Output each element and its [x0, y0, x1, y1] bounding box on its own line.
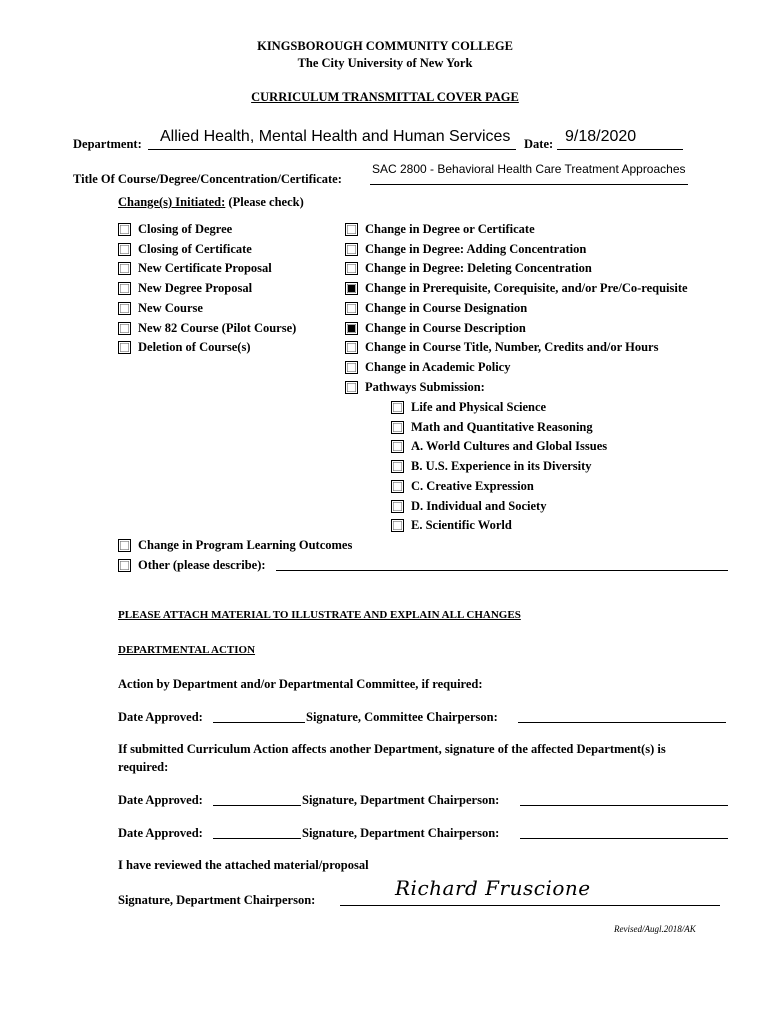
- checkbox-label: Change in Degree: Deleting Concentration: [365, 261, 592, 276]
- committee-signature-label: Signature, Committee Chairperson:: [306, 710, 498, 724]
- checkbox-icon[interactable]: [118, 262, 131, 275]
- dept-chair-signature-label-2: Signature, Department Chairperson:: [302, 793, 500, 807]
- checkbox-label: New Certificate Proposal: [138, 261, 272, 276]
- form-title: CURRICULUM TRANSMITTAL COVER PAGE: [251, 90, 519, 104]
- checkbox-label: Life and Physical Science: [411, 400, 547, 414]
- checkbox-option-change-in-degree-deleting-concentration[interactable]: [345, 261, 592, 276]
- checkbox-label: Math and Quantitative Reasoning: [411, 419, 593, 434]
- date-underline: [557, 149, 683, 150]
- checkbox-icon[interactable]: [345, 223, 358, 236]
- checkbox-icon[interactable]: [118, 223, 131, 236]
- checkbox-option-c-creative-expression[interactable]: [391, 479, 534, 494]
- checkbox-icon[interactable]: [345, 243, 358, 256]
- checkbox-option-new-course[interactable]: [118, 301, 203, 316]
- checkbox-label: Change in Degree or Certificate: [365, 222, 535, 236]
- checkbox-option-change-in-course-description[interactable]: [345, 321, 526, 336]
- departmental-action-heading: DEPARTMENTAL ACTION: [118, 644, 256, 656]
- checkbox-option-change-in-prerequisite-corequisite-and-or-pre-co-requisite[interactable]: [345, 281, 688, 296]
- checkbox-icon[interactable]: [118, 302, 131, 315]
- action-text: Action by Department and/or Departmental Committee, if required:: [118, 677, 483, 691]
- checked-box-icon[interactable]: [345, 322, 358, 335]
- checkbox-label: Closing of Certificate: [138, 241, 252, 256]
- checkbox-option-change-in-course-title-number-credits-and-or-hours[interactable]: [345, 340, 658, 355]
- department-label: Department:: [73, 137, 142, 151]
- checkbox-icon[interactable]: [391, 480, 404, 493]
- checkbox-label: D. Individual and Society: [411, 498, 547, 513]
- checkbox-icon[interactable]: [118, 322, 131, 335]
- final-signature-label: Signature, Department Chairperson:: [118, 893, 316, 907]
- checkbox-option-closing-of-degree[interactable]: [118, 222, 232, 237]
- checkbox-label: B. U.S. Experience in its Diversity: [411, 459, 592, 474]
- checkbox-option-a-world-cultures-and-global-issues[interactable]: [391, 439, 607, 454]
- department-underline: [148, 149, 516, 150]
- dept-chair-signature-label-3: Signature, Department Chairperson:: [302, 826, 500, 840]
- checkbox-label: Other (please describe):: [138, 557, 266, 572]
- revised-note: Revised/Augl.2018/AK: [614, 924, 696, 934]
- university-name: The City University of New York: [297, 56, 473, 70]
- checkbox-option-d-individual-and-society[interactable]: [391, 499, 546, 514]
- checkbox-label: Closing of Degree: [138, 222, 233, 236]
- checkbox-icon[interactable]: [118, 341, 131, 354]
- attach-material-note: PLEASE ATTACH MATERIAL TO ILLUSTRATE AND EXPLAIN ALL CHANGES: [118, 609, 521, 621]
- checkbox-option-deletion-of-course-s[interactable]: [118, 340, 250, 355]
- department-field[interactable]: Allied Health, Mental Health and Human Services: [160, 128, 511, 145]
- affects-text-line2: required:: [118, 760, 169, 774]
- checkbox-icon[interactable]: [391, 500, 404, 513]
- committee-signature-line[interactable]: [518, 722, 726, 723]
- checkbox-option-math-and-quantitative-reasoning[interactable]: [391, 420, 593, 435]
- checkbox-icon[interactable]: [391, 519, 404, 532]
- date-approved-label-2: Date Approved:: [118, 793, 203, 807]
- checkbox-icon[interactable]: [118, 539, 131, 552]
- checkbox-icon[interactable]: [118, 282, 131, 295]
- checkbox-label: Deletion of Course(s): [138, 340, 251, 355]
- checkbox-option-new-degree-proposal[interactable]: [118, 281, 252, 296]
- checkbox-option-life-and-physical-science[interactable]: [391, 400, 546, 415]
- checkbox-option-change-in-program-learning-outcomes[interactable]: [118, 538, 352, 553]
- checkbox-option-new-82-course-pilot-course[interactable]: [118, 321, 296, 336]
- college-name: KINGSBOROUGH COMMUNITY COLLEGE: [257, 39, 513, 53]
- checkbox-label: A. World Cultures and Global Issues: [411, 439, 608, 454]
- checkbox-option-change-in-course-designation[interactable]: [345, 301, 527, 316]
- title-underline: [370, 184, 688, 185]
- checkbox-icon[interactable]: [391, 460, 404, 473]
- checkbox-option-closing-of-certificate[interactable]: [118, 242, 252, 257]
- checkbox-label: New Degree Proposal: [138, 281, 253, 296]
- checkbox-option-change-in-degree-or-certificate[interactable]: [345, 222, 535, 237]
- title-label: Title Of Course/Degree/Concentration/Certificate:: [73, 172, 342, 186]
- checkbox-icon[interactable]: [118, 559, 131, 572]
- checked-box-icon[interactable]: [345, 282, 358, 295]
- checkbox-icon[interactable]: [345, 361, 358, 374]
- affects-text-line1: If submitted Curriculum Action affects another Department, signature of the affected Department(s) is: [118, 742, 666, 756]
- checkbox-option-other-please-describe[interactable]: [118, 558, 266, 573]
- checkbox-option-change-in-degree-adding-concentration[interactable]: [345, 242, 586, 257]
- checkbox-label: Change in Course Title, Number, Credits and/or Hours: [365, 340, 659, 355]
- date-approved-label: Date Approved:: [118, 710, 203, 724]
- title-field[interactable]: SAC 2800 - Behavioral Health Care Treatment Approaches: [372, 162, 686, 176]
- checkbox-label: Change in Program Learning Outcomes: [138, 538, 353, 552]
- date-approved-label-3: Date Approved:: [118, 826, 203, 840]
- checkbox-label: E. Scientific World: [411, 518, 512, 533]
- checkbox-label: Change in Course Designation: [365, 300, 528, 315]
- checkbox-icon[interactable]: [345, 302, 358, 315]
- checkbox-label: Change in Academic Policy: [365, 359, 511, 374]
- checkbox-label: Change in Degree: Adding Concentration: [365, 241, 587, 256]
- final-signature-line[interactable]: [340, 905, 720, 906]
- checkbox-option-new-certificate-proposal[interactable]: [118, 261, 272, 276]
- checkbox-label: New 82 Course (Pilot Course): [138, 320, 297, 335]
- checkbox-icon[interactable]: [345, 262, 358, 275]
- checkbox-label: C. Creative Expression: [411, 478, 534, 493]
- date-field[interactable]: 9/18/2020: [565, 128, 637, 145]
- changes-heading: Change(s) Initiated: (Please check): [118, 195, 304, 209]
- date-approved-line-2[interactable]: [213, 805, 301, 806]
- dept-chair-signature-line-2[interactable]: [520, 805, 728, 806]
- checkbox-option-pathways-submission[interactable]: [345, 380, 485, 395]
- checkbox-icon[interactable]: [345, 381, 358, 394]
- checkbox-icon[interactable]: [391, 440, 404, 453]
- reviewed-text: I have reviewed the attached material/proposal: [118, 858, 369, 872]
- checkbox-option-change-in-academic-policy[interactable]: [345, 360, 510, 375]
- checkbox-label: Change in Prerequisite, Corequisite, and/or Pre/Co-requisite: [365, 281, 688, 296]
- date-approved-line-3[interactable]: [213, 838, 301, 839]
- checkbox-icon[interactable]: [118, 243, 131, 256]
- checkbox-icon[interactable]: [391, 421, 404, 434]
- checkbox-label: Pathways Submission:: [365, 379, 485, 394]
- date-approved-line[interactable]: [213, 722, 305, 723]
- date-label: Date:: [524, 137, 554, 151]
- checkbox-icon[interactable]: [345, 341, 358, 354]
- checkbox-label: Change in Course Description: [365, 320, 526, 335]
- checkbox-option-b-u-s-experience-in-its-diversity[interactable]: [391, 459, 592, 474]
- checkbox-option-e-scientific-world[interactable]: [391, 518, 512, 533]
- other-describe-underline: [276, 570, 728, 571]
- handwritten-signature: Richard Fruscione: [395, 876, 591, 900]
- checkbox-icon[interactable]: [391, 401, 404, 414]
- checkbox-label: New Course: [138, 300, 203, 315]
- dept-chair-signature-line-3[interactable]: [520, 838, 728, 839]
